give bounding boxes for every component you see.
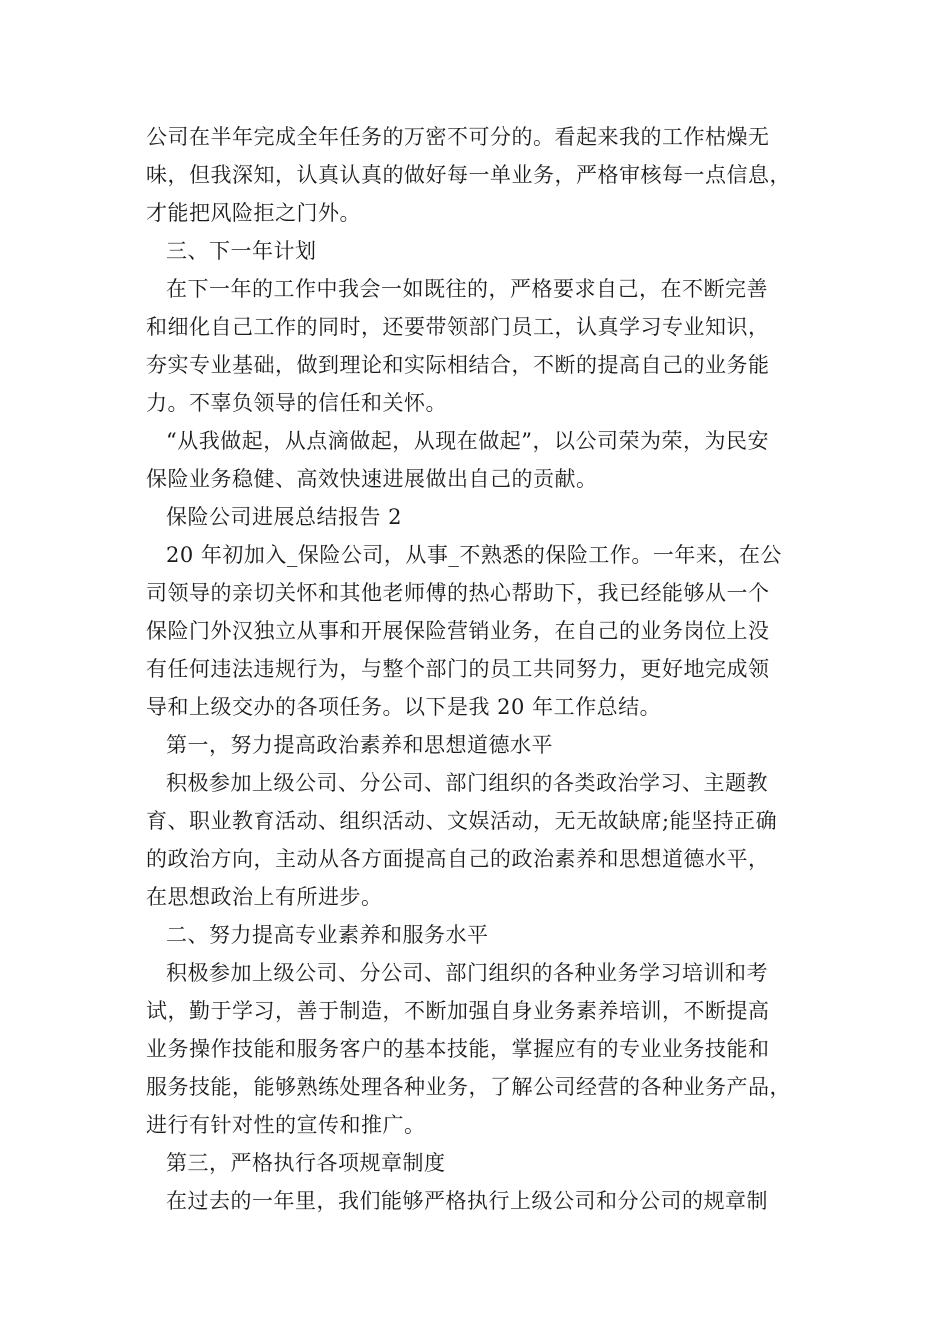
text-line: 保险业务稳健、高效快速进展做出自己的贡献。 <box>146 467 598 491</box>
text-line: 进行有针对性的宣传和推广。 <box>146 1113 426 1137</box>
text-line: 积极参加上级公司、分公司、部门组织的各类政治学习、主题教 <box>166 771 768 795</box>
text-line: 在下一年的工作中我会一如既往的，严格要求自己，在不断完善 <box>166 277 768 301</box>
text-line: 积极参加上级公司、分公司、部门组织的各种业务学习培训和考 <box>166 961 768 985</box>
text-line: 服务技能，能够熟练处理各种业务，了解公司经营的各种业务产品， <box>146 1075 791 1099</box>
text-line: 公司在半年完成全年任务的万密不可分的。看起来我的工作枯燥无 <box>146 125 770 149</box>
text-line: 夯实专业基础，做到理论和实际相结合，不断的提高自己的业务能 <box>146 353 770 377</box>
section-heading: 第一，努力提高政治素养和思想道德水平 <box>166 733 553 757</box>
section-heading: 二、努力提高专业素养和服务水平 <box>166 923 489 947</box>
text-line: 业务操作技能和服务客户的基本技能，掌握应有的专业业务技能和 <box>146 1037 770 1061</box>
text-line: 和细化自己工作的同时，还要带领部门员工，认真学习专业知识， <box>146 315 770 339</box>
section-heading: 三、下一年计划 <box>166 239 317 263</box>
text-line: 试，勤于学习，善于制造，不断加强自身业务素养培训，不断提高 <box>146 999 770 1023</box>
text-line: 导和上级交办的各项任务。以下是我 20 年工作总结。 <box>146 695 662 719</box>
text-line: 力。不辜负领导的信任和关怀。 <box>146 391 447 415</box>
text-line: 20 年初加入_保险公司，从事_不熟悉的保险工作。一年来，在公 <box>166 543 782 567</box>
text-line: 保险门外汉独立从事和开展保险营销业务，在自己的业务岗位上没 <box>146 619 770 643</box>
text-line: 在思想政治上有所进步。 <box>146 885 383 909</box>
section-heading: 第三，严格执行各项规章制度 <box>166 1151 446 1175</box>
text-line: 才能把风险拒之门外。 <box>146 201 361 225</box>
text-line: 育、职业教育活动、组织活动、文娱活动，无无故缺席;能坚持正确 <box>146 809 778 833</box>
text-line: 在过去的一年里，我们能够严格执行上级公司和分公司的规章制 <box>166 1189 768 1213</box>
text-line: 司领导的亲切关怀和其他老师傅的热心帮助下，我已经能够从一个 <box>146 581 770 605</box>
text-line: 味，但我深知，认真认真的做好每一单业务，严格审核每一点信息， <box>146 163 791 187</box>
text-line: 的政治方向，主动从各方面提高自己的政治素养和思想道德水平， <box>146 847 770 871</box>
text-line: “从我做起，从点滴做起，从现在做起”，以公司荣为荣，为民安 <box>166 429 769 453</box>
text-line: 有任何违法违规行为，与整个部门的员工共同努力，更好地完成领 <box>146 657 770 681</box>
report-title: 保险公司进展总结报告 2 <box>166 505 403 529</box>
